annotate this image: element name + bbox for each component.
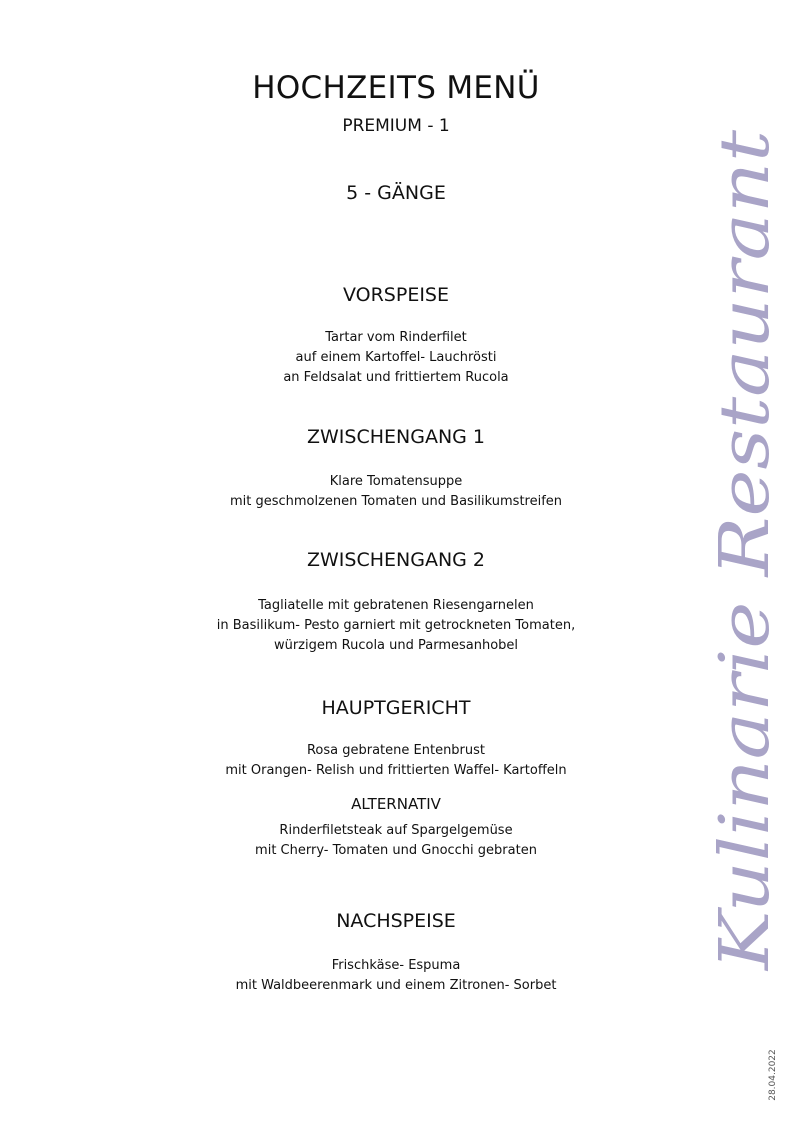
course-zwischengang-1 [0, 426, 792, 512]
course-line: mit Waldbeerenmark und einem Zitronen- Sorbet [235, 978, 557, 993]
course-line: in Basilikum- Pesto garniert mit getrockneten Tomaten, [216, 618, 576, 633]
course-heading: ZWISCHENGANG 2 [306, 549, 486, 571]
course-nachspeise [0, 910, 792, 996]
course-line: Tagliatelle mit gebratenen Riesengarnelen [258, 598, 534, 613]
course-line: auf einem Kartoffel- Lauchrösti [295, 350, 497, 365]
course-line: mit geschmolzenen Tomaten und Basilikumstreifen [229, 494, 563, 509]
course-line: mit Orangen- Relish und frittierten Waffel- Kartoffeln [225, 763, 567, 778]
course-vorspeise [0, 284, 792, 388]
course-line: Rosa gebratene Entenbrust [306, 743, 486, 758]
course-heading: VORSPEISE [342, 284, 449, 306]
menu-subtitle: PREMIUM - 1 [342, 116, 450, 136]
signature-text: Kulinarie Restaurant [706, 250, 785, 970]
date-text: 28.04.2022 [768, 1049, 778, 1101]
date-stamp [761, 1040, 785, 1110]
course-heading: ZWISCHENGANG 1 [306, 426, 486, 448]
course-heading: NACHSPEISE [336, 910, 456, 932]
course-heading: HAUPTGERICHT [321, 697, 471, 719]
course-line: Tartar vom Rinderfilet [325, 330, 467, 345]
course-line: an Feldsalat und frittiertem Rucola [283, 370, 509, 385]
course-hauptgericht [0, 697, 792, 861]
courses-count: 5 - GÄNGE [346, 182, 446, 204]
course-line: würzigem Rucola und Parmesanhobel [273, 638, 519, 653]
alternative-line: Rinderfiletsteak auf Spargelgemüse [279, 823, 513, 838]
course-zwischengang-2 [0, 549, 792, 656]
course-line: Klare Tomatensuppe [329, 474, 463, 489]
alternative-heading: ALTERNATIV [351, 795, 441, 813]
course-line: Frischkäse- Espuma [331, 958, 461, 973]
signature-logo [690, 120, 790, 980]
menu-title: HOCHZEITS MENÜ [252, 70, 540, 106]
alternative-line: mit Cherry- Tomaten und Gnocchi gebraten [255, 843, 537, 858]
